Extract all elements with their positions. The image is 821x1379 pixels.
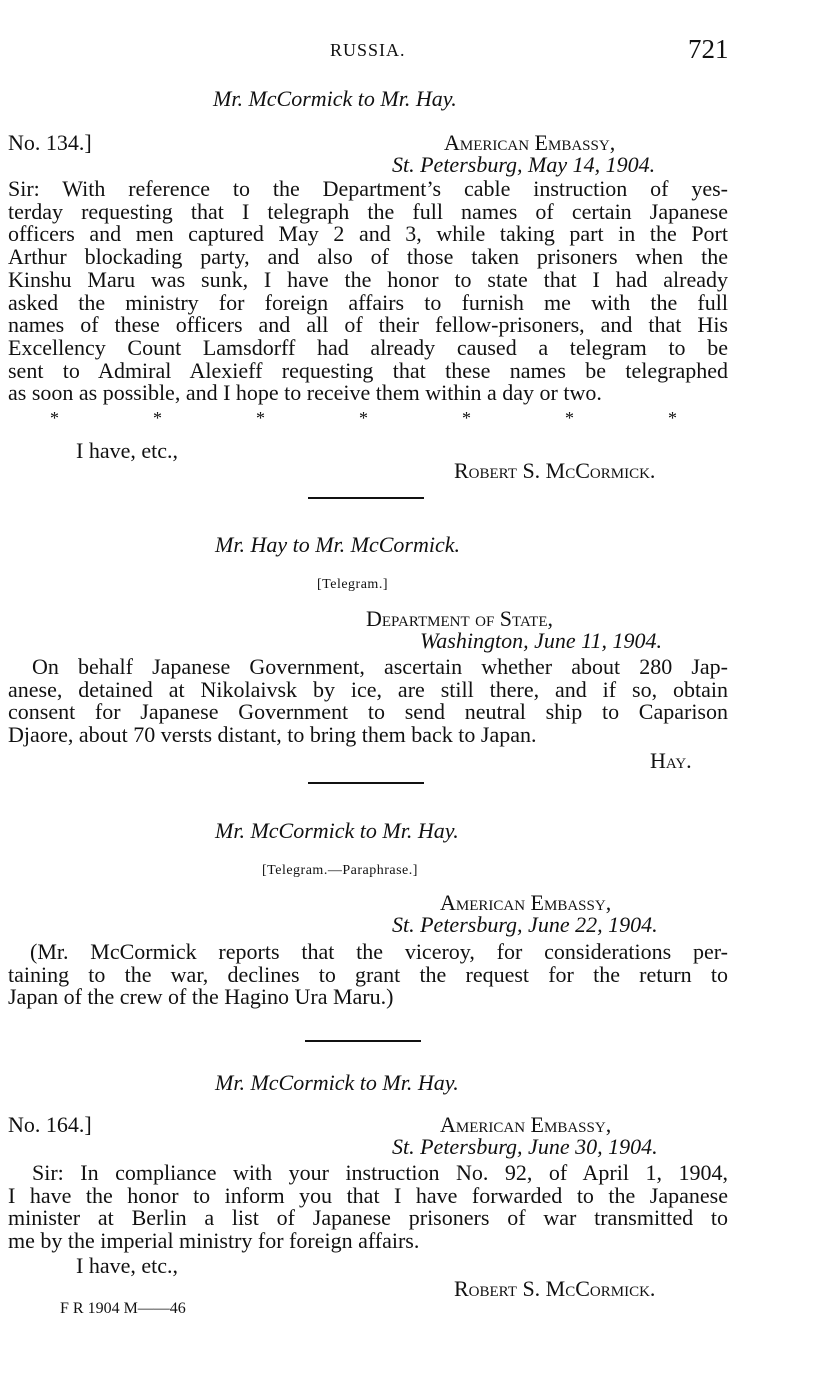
letter1-body xyxy=(8,178,728,405)
ellipsis-stars xyxy=(50,408,677,429)
body-line: Djaore, about 70 versts distant, to bring them back to Japan. xyxy=(8,722,537,748)
star: * xyxy=(565,408,574,428)
star: * xyxy=(359,408,368,428)
letter3-body xyxy=(8,941,728,1009)
body-line: anese, detained at Nikolaivsk by ice, are still there, and if so, obtain xyxy=(8,676,728,702)
letter2-note: [Telegram.] xyxy=(317,577,388,592)
printer-signature-mark: F R 1904 M——46 xyxy=(60,1300,186,1317)
letter4-closing: I have, etc., xyxy=(76,1253,178,1278)
star: * xyxy=(668,408,677,428)
letter4-signature: Robert S. McCormick. xyxy=(454,1276,656,1301)
letter1-number: No. 134.] xyxy=(8,130,92,155)
star: * xyxy=(50,408,59,428)
letter4-number: No. 164.] xyxy=(8,1112,92,1137)
letter2-office: Department of State, xyxy=(366,606,553,631)
letter4-office: American Embassy, xyxy=(440,1112,612,1137)
letter1-place-date: St. Petersburg, May 14, 1904. xyxy=(392,152,656,177)
page-number: 721 xyxy=(688,34,729,64)
letter3-note: [Telegram.—Paraphrase.] xyxy=(262,863,418,878)
body-line: asked the ministry for foreign affairs to furnish me with the full xyxy=(8,289,728,315)
letter1-heading: Mr. McCormick to Mr. Hay. xyxy=(213,86,457,111)
body-line: terday requesting that I telegraph the full names of certain Japanese xyxy=(8,198,728,224)
body-line: Kinshu Maru was sunk, I have the honor to state that I had already xyxy=(8,266,728,292)
letter3-heading: Mr. McCormick to Mr. Hay. xyxy=(215,818,459,843)
letter4-body xyxy=(8,1162,728,1253)
star: * xyxy=(153,408,162,428)
body-line: consent for Japanese Government to send neutral ship to Caparison xyxy=(8,699,728,725)
body-line: taining to the war, declines to grant the request for the return to xyxy=(8,961,728,987)
body-line: (Mr. McCormick reports that the viceroy, for considerations per- xyxy=(30,939,728,964)
letter2-signature: Hay. xyxy=(650,748,692,773)
running-title: RUSSIA. xyxy=(330,40,406,60)
body-line: Sir: With reference to the Department’s cable instruction of yes- xyxy=(8,176,728,201)
body-line: me by the imperial ministry for foreign affairs. xyxy=(8,1228,420,1254)
star: * xyxy=(462,408,471,428)
body-line: Japan of the crew of the Hagino Ura Maru.) xyxy=(8,984,394,1010)
body-line: names of these officers and all of their fellow-prisoners, and that His xyxy=(8,312,728,338)
body-line: minister at Berlin a list of Japanese prisoners of war transmitted to xyxy=(8,1205,728,1231)
section-divider xyxy=(308,782,424,784)
letter2-place-date: Washington, June 11, 1904. xyxy=(420,628,662,653)
body-line: I have the honor to inform you that I have forwarded to the Japanese xyxy=(8,1182,728,1208)
section-divider xyxy=(308,497,424,499)
letter1-signature: Robert S. McCormick. xyxy=(454,458,656,483)
body-line: Sir: In compliance with your instruction No. 92, of April 1, 1904, xyxy=(32,1160,728,1185)
letter3-office: American Embassy, xyxy=(440,890,612,915)
letter1-closing: I have, etc., xyxy=(76,438,178,463)
body-line: Arthur blockading party, and also of those taken prisoners when the xyxy=(8,244,728,270)
body-line: as soon as possible, and I hope to receive them within a day or two. xyxy=(8,380,602,406)
letter3-place-date: St. Petersburg, June 22, 1904. xyxy=(392,912,658,937)
letter4-place-date: St. Petersburg, June 30, 1904. xyxy=(392,1134,658,1159)
body-line: On behalf Japanese Government, ascertain whether about 280 Jap- xyxy=(32,654,728,679)
letter1-office: American Embassy, xyxy=(444,130,616,155)
body-line: officers and men captured May 2 and 3, while taking part in the Port xyxy=(8,221,728,247)
letter4-heading: Mr. McCormick to Mr. Hay. xyxy=(215,1070,459,1095)
body-line: sent to Admiral Alexieff requesting that these names be telegraphed xyxy=(8,357,728,383)
star: * xyxy=(256,408,265,428)
letter2-heading: Mr. Hay to Mr. McCormick. xyxy=(215,532,461,557)
letter2-body xyxy=(8,656,728,747)
section-divider xyxy=(305,1040,421,1042)
body-line: Excellency Count Lamsdorff had already caused a telegram to be xyxy=(8,334,728,360)
